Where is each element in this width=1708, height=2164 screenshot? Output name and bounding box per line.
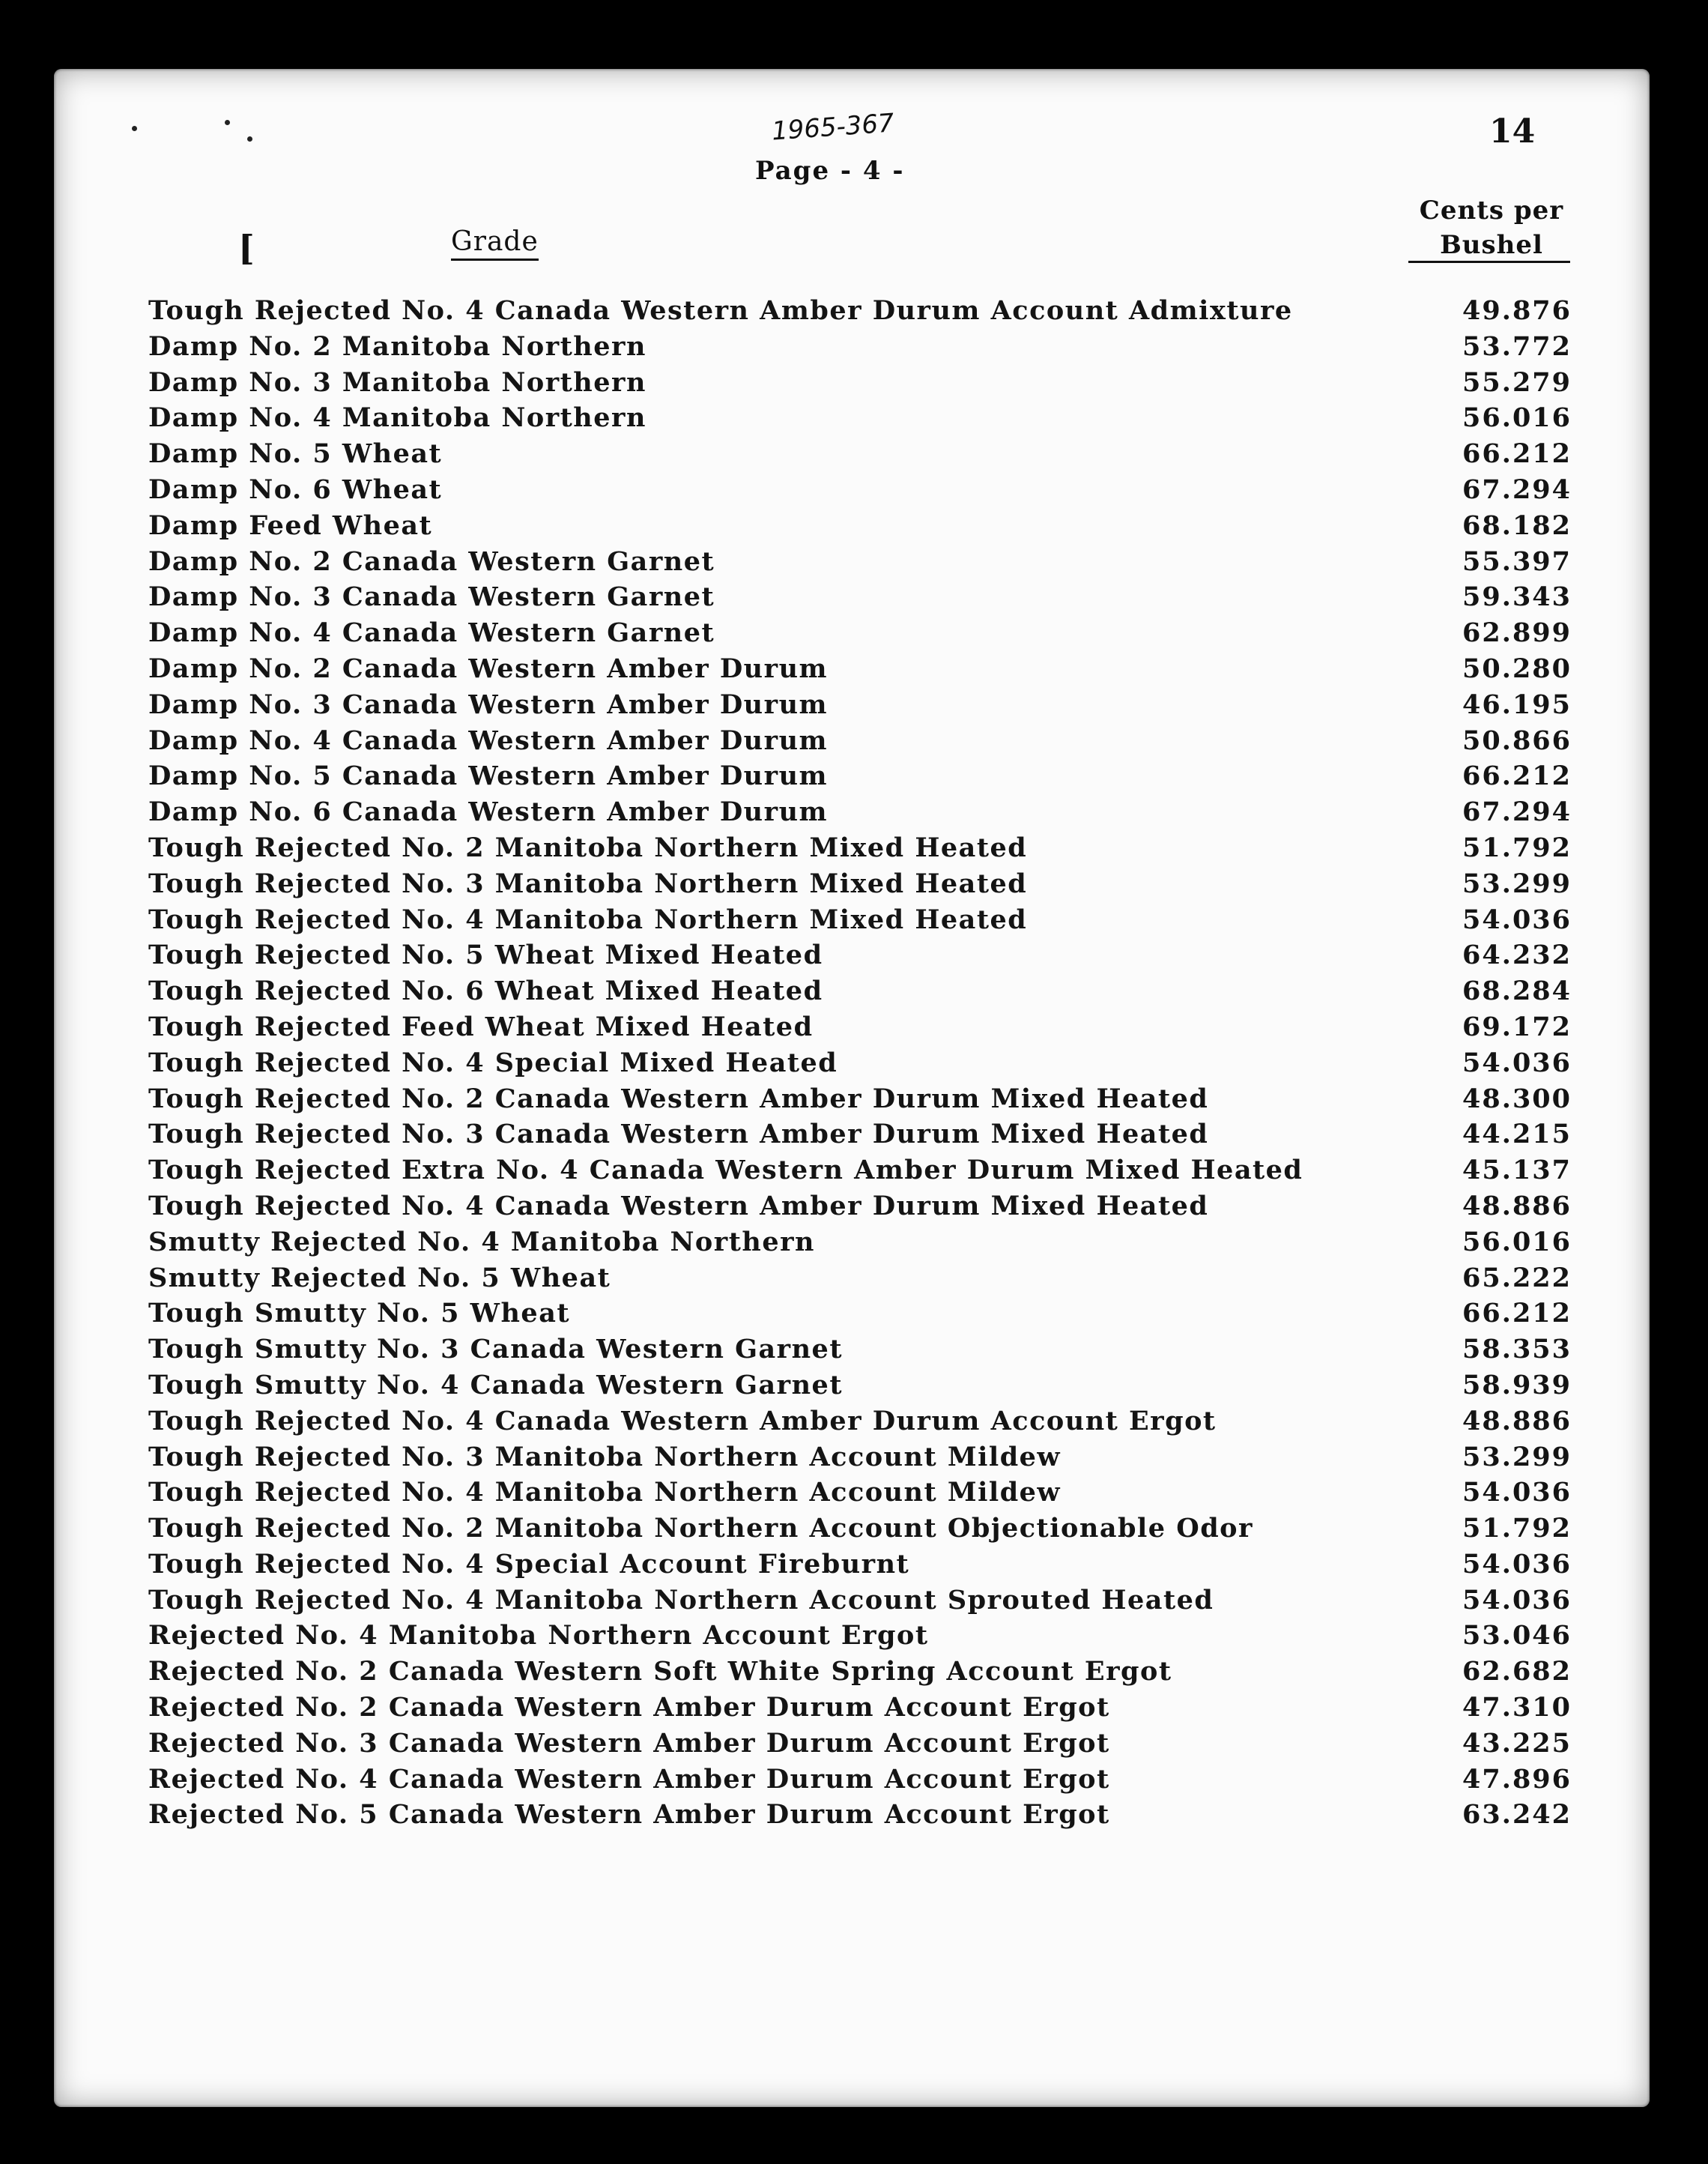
bracket-mark: [ — [238, 228, 255, 268]
grade-cell: Tough Rejected No. 5 Wheat Mixed Heated — [148, 940, 823, 971]
column-header-cents-line1: Cents per — [1419, 196, 1564, 226]
price-cell: 54.036 — [1462, 1477, 1572, 1508]
price-cell: 54.036 — [1462, 1584, 1572, 1616]
price-cell: 47.896 — [1462, 1763, 1572, 1795]
scan-speck — [225, 120, 230, 125]
grade-cell: Tough Rejected No. 6 Wheat Mixed Heated — [148, 976, 823, 1007]
table-row — [148, 1298, 1572, 1334]
table-row — [148, 761, 1572, 797]
table-row — [148, 1764, 1572, 1800]
grade-cell: Tough Rejected Extra No. 4 Canada Western Amber Durum Mixed Heated — [148, 1155, 1303, 1186]
price-cell: 48.886 — [1462, 1405, 1572, 1436]
grade-cell: Smutty Rejected No. 5 Wheat — [148, 1262, 611, 1293]
price-cell: 68.182 — [1462, 510, 1572, 541]
table-row — [148, 367, 1572, 403]
grade-cell: Tough Smutty No. 3 Canada Western Garnet — [148, 1334, 843, 1365]
grade-cell: Tough Rejected No. 4 Manitoba Northern Mixed Heated — [148, 904, 1028, 935]
grade-cell: Rejected No. 2 Canada Western Soft White Spring Account Ergot — [148, 1656, 1172, 1687]
grade-cell: Damp No. 6 Canada Western Amber Durum — [148, 797, 829, 828]
table-row — [148, 797, 1572, 832]
table-row — [148, 1620, 1572, 1656]
price-cell: 66.212 — [1462, 438, 1572, 470]
grade-cell: Tough Smutty No. 4 Canada Western Garnet — [148, 1369, 843, 1400]
grade-cell: Damp No. 3 Canada Western Garnet — [148, 581, 715, 613]
price-cell: 47.310 — [1462, 1692, 1572, 1723]
table-row — [148, 510, 1572, 546]
price-cell: 65.222 — [1462, 1262, 1572, 1293]
price-cell: 50.866 — [1462, 725, 1572, 756]
table-row — [148, 976, 1572, 1012]
table-row — [148, 1406, 1572, 1442]
grade-cell: Tough Smutty No. 5 Wheat — [148, 1298, 571, 1329]
grade-cell: Smutty Rejected No. 4 Manitoba Northern — [148, 1226, 815, 1257]
grade-cell: Damp No. 5 Canada Western Amber Durum — [148, 761, 829, 792]
header-underline — [1408, 261, 1570, 263]
grade-cell: Damp No. 2 Canada Western Amber Durum — [148, 653, 829, 684]
grade-cell: Damp No. 4 Canada Western Garnet — [148, 617, 715, 649]
page-label: Page - 4 - — [755, 156, 905, 186]
price-cell: 69.172 — [1462, 1011, 1572, 1042]
grade-cell: Tough Rejected Feed Wheat Mixed Heated — [148, 1011, 814, 1042]
table-row — [148, 1155, 1572, 1191]
price-cell: 44.215 — [1462, 1119, 1572, 1150]
grade-cell: Rejected No. 4 Canada Western Amber Durum Account Ergot — [148, 1763, 1110, 1795]
grade-cell: Damp No. 3 Manitoba Northern — [148, 366, 646, 398]
price-cell: 43.225 — [1462, 1727, 1572, 1759]
price-cell: 53.299 — [1462, 868, 1572, 899]
table-row — [148, 868, 1572, 904]
price-cell: 58.939 — [1462, 1369, 1572, 1400]
price-cell: 68.284 — [1462, 976, 1572, 1007]
price-cell: 66.212 — [1462, 1298, 1572, 1329]
table-row — [148, 653, 1572, 689]
price-cell: 48.300 — [1462, 1083, 1572, 1114]
price-cell: 55.397 — [1462, 545, 1572, 577]
price-cell: 45.137 — [1462, 1155, 1572, 1186]
price-cell: 66.212 — [1462, 761, 1572, 792]
table-row — [148, 1191, 1572, 1227]
table-row — [148, 1549, 1572, 1585]
table-row — [148, 474, 1572, 510]
grade-cell: Tough Rejected No. 2 Manitoba Northern Account Objectionable Odor — [148, 1513, 1253, 1544]
price-cell: 48.886 — [1462, 1190, 1572, 1221]
table-row — [148, 1585, 1572, 1621]
grade-cell: Tough Rejected No. 4 Canada Western Amber Durum Account Ergot — [148, 1405, 1217, 1436]
price-cell: 63.242 — [1462, 1799, 1572, 1831]
grade-cell: Damp No. 2 Canada Western Garnet — [148, 545, 715, 577]
price-cell: 62.899 — [1462, 617, 1572, 649]
price-cell: 59.343 — [1462, 581, 1572, 613]
scan-speck — [132, 126, 137, 131]
price-cell: 56.016 — [1462, 402, 1572, 434]
table-row — [148, 617, 1572, 653]
table-row — [148, 1477, 1572, 1513]
price-cell: 56.016 — [1462, 1226, 1572, 1257]
grade-cell: Tough Rejected No. 4 Canada Western Amber Durum Mixed Heated — [148, 1190, 1209, 1221]
table-row — [148, 1728, 1572, 1764]
price-cell: 54.036 — [1462, 904, 1572, 935]
grade-cell: Tough Rejected No. 4 Special Mixed Heated — [148, 1047, 838, 1078]
column-header-cents-line2: Bushel — [1440, 230, 1543, 260]
table-row — [148, 581, 1572, 617]
table-row — [148, 1442, 1572, 1478]
price-cell: 46.195 — [1462, 689, 1572, 720]
grade-cell: Rejected No. 5 Canada Western Amber Durum Account Ergot — [148, 1799, 1110, 1831]
price-cell: 64.232 — [1462, 940, 1572, 971]
grade-cell: Tough Rejected No. 3 Canada Western Amber Durum Mixed Heated — [148, 1119, 1209, 1150]
grade-cell: Damp No. 6 Wheat — [148, 474, 443, 505]
grade-cell: Tough Rejected No. 4 Special Account Fireburnt — [148, 1548, 910, 1580]
table-row — [148, 1656, 1572, 1692]
table-row — [148, 1370, 1572, 1406]
table-row — [148, 438, 1572, 474]
price-cell: 67.294 — [1462, 797, 1572, 828]
grade-cell: Damp Feed Wheat — [148, 510, 433, 541]
grade-cell: Tough Rejected No. 3 Manitoba Northern Mixed Heated — [148, 868, 1028, 899]
grade-cell: Tough Rejected No. 4 Manitoba Northern Account Mildew — [148, 1477, 1062, 1508]
table-row — [148, 904, 1572, 940]
table-row — [148, 1799, 1572, 1835]
grade-cell: Rejected No. 2 Canada Western Amber Durum Account Ergot — [148, 1692, 1110, 1723]
handwritten-annotation: 1965-367 — [770, 108, 895, 147]
price-cell: 49.876 — [1462, 295, 1572, 326]
grade-cell: Damp No. 4 Manitoba Northern — [148, 402, 646, 434]
table-row — [148, 940, 1572, 976]
table-row — [148, 546, 1572, 582]
price-cell: 67.294 — [1462, 474, 1572, 505]
page-number: 14 — [1489, 112, 1536, 151]
column-header-grade: Grade — [451, 226, 539, 261]
price-cell: 53.772 — [1462, 330, 1572, 362]
table-row — [148, 725, 1572, 761]
grade-cell: Rejected No. 3 Canada Western Amber Durum Account Ergot — [148, 1727, 1110, 1759]
table-row — [148, 1227, 1572, 1263]
table-row — [148, 402, 1572, 438]
table-row — [148, 1119, 1572, 1155]
table-row — [148, 1048, 1572, 1083]
table-row — [148, 1012, 1572, 1048]
table-row — [148, 832, 1572, 868]
table-row — [148, 1334, 1572, 1370]
table-row — [148, 295, 1572, 331]
table-row — [148, 1513, 1572, 1549]
table-row — [148, 689, 1572, 725]
price-cell: 54.036 — [1462, 1548, 1572, 1580]
scan-speck — [247, 136, 252, 142]
grade-cell: Damp No. 3 Canada Western Amber Durum — [148, 689, 829, 720]
grade-price-list — [148, 295, 1572, 1835]
grade-cell: Tough Rejected No. 4 Manitoba Northern Account Sprouted Heated — [148, 1584, 1214, 1616]
grade-cell: Tough Rejected No. 2 Canada Western Amber Durum Mixed Heated — [148, 1083, 1209, 1114]
table-row — [148, 1692, 1572, 1728]
grade-cell: Damp No. 4 Canada Western Amber Durum — [148, 725, 829, 756]
table-row — [148, 331, 1572, 367]
column-header-cents — [1413, 193, 1570, 262]
price-cell: 51.792 — [1462, 832, 1572, 863]
price-cell: 53.046 — [1462, 1620, 1572, 1651]
grade-cell: Tough Rejected No. 2 Manitoba Northern Mixed Heated — [148, 832, 1028, 863]
grade-cell: Tough Rejected No. 3 Manitoba Northern Account Mildew — [148, 1441, 1062, 1472]
table-row — [148, 1263, 1572, 1299]
table-row — [148, 1083, 1572, 1119]
price-cell: 62.682 — [1462, 1656, 1572, 1687]
grade-cell: Tough Rejected No. 4 Canada Western Amber Durum Account Admixture — [148, 295, 1293, 326]
price-cell: 54.036 — [1462, 1047, 1572, 1078]
price-cell: 58.353 — [1462, 1334, 1572, 1365]
price-cell: 55.279 — [1462, 366, 1572, 398]
price-cell: 53.299 — [1462, 1441, 1572, 1472]
price-cell: 51.792 — [1462, 1513, 1572, 1544]
price-cell: 50.280 — [1462, 653, 1572, 684]
grade-cell: Damp No. 5 Wheat — [148, 438, 443, 470]
grade-cell: Rejected No. 4 Manitoba Northern Account Ergot — [148, 1620, 929, 1651]
grade-cell: Damp No. 2 Manitoba Northern — [148, 330, 646, 362]
